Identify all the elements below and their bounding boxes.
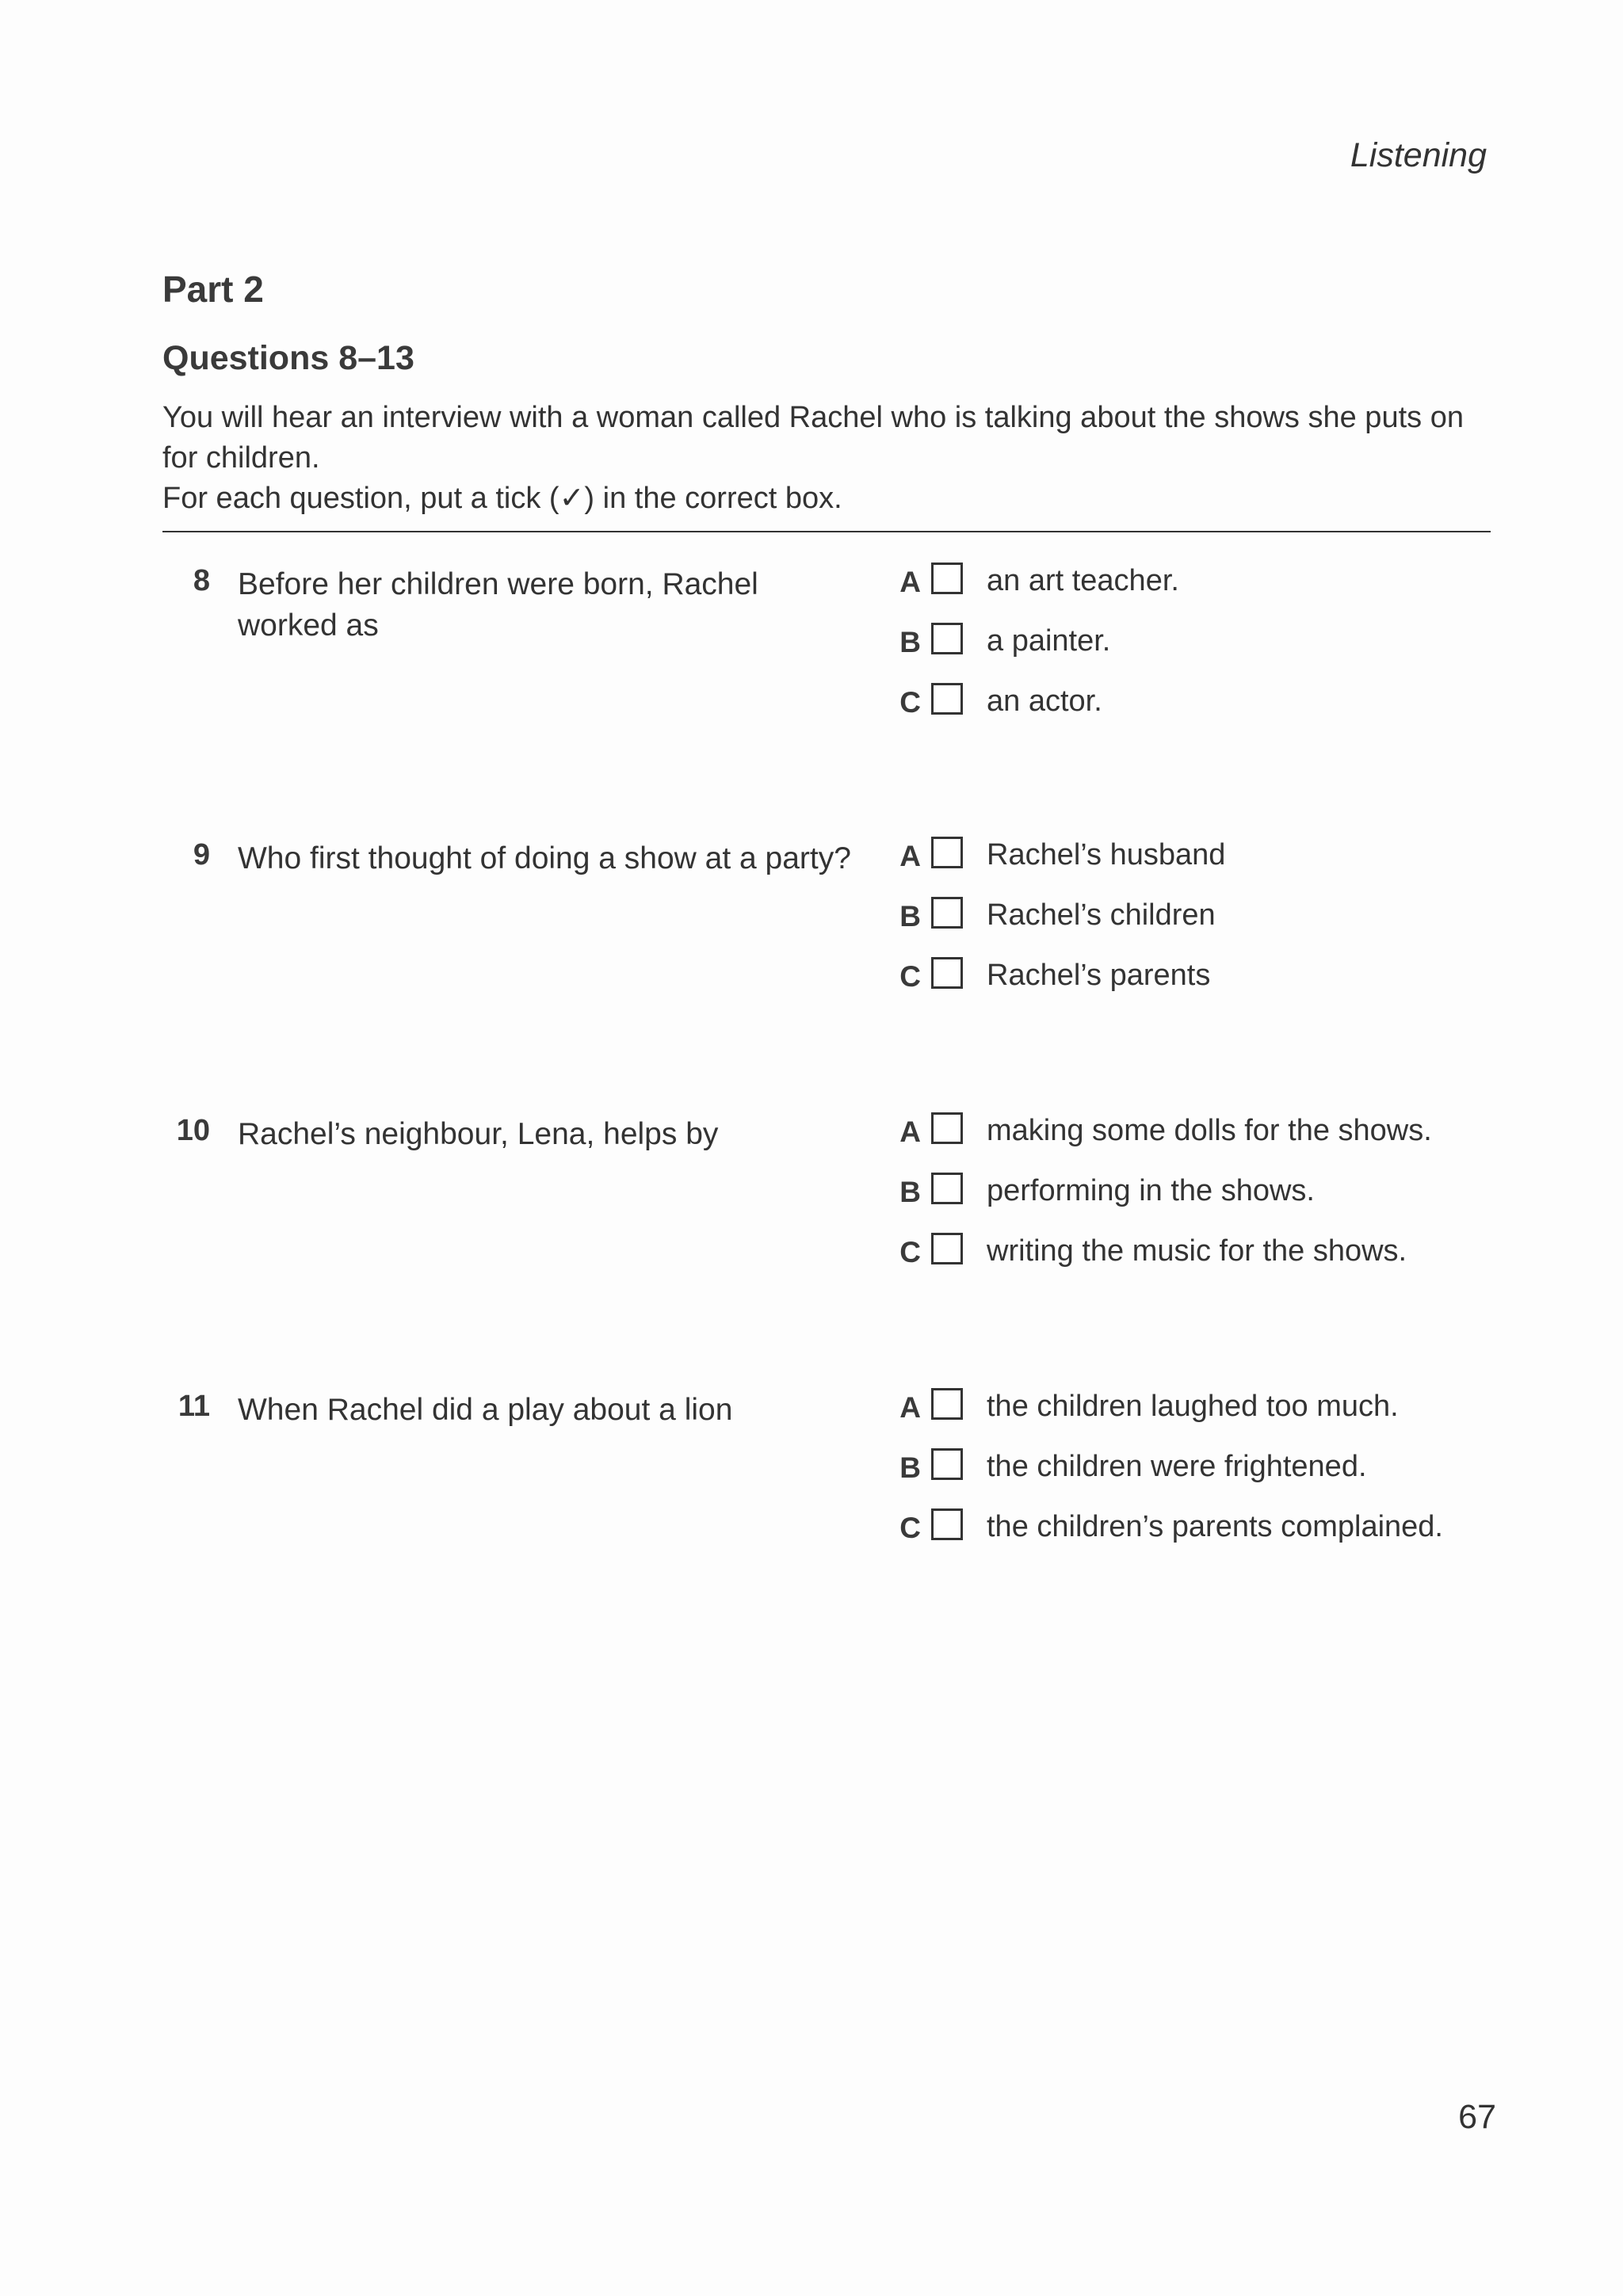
- option-text: making some dolls for the shows.: [987, 1114, 1432, 1147]
- question-number: 8: [193, 564, 210, 597]
- question-text: Before her children were born, Rachel worked as: [238, 567, 758, 643]
- option-a: [896, 1388, 1498, 1448]
- option-text: a painter.: [987, 624, 1111, 658]
- option-letter: C: [899, 686, 921, 719]
- answer-options: [896, 837, 1498, 1017]
- option-text: an art teacher.: [987, 564, 1179, 597]
- option-letter: B: [899, 1451, 921, 1484]
- option-text: the children laughed too much.: [987, 1390, 1399, 1423]
- option-a: [896, 1112, 1498, 1173]
- tick-box[interactable]: [931, 1508, 963, 1540]
- answer-options: [896, 1112, 1498, 1293]
- tick-box[interactable]: [931, 1173, 963, 1204]
- question-text: Who first thought of doing a show at a party?: [238, 841, 851, 875]
- option-letter: C: [899, 1512, 921, 1544]
- instructions-line: You will hear an interview with a woman called Rachel who is talking about the shows she puts on for children.: [162, 401, 1464, 475]
- answer-options: [896, 1388, 1498, 1569]
- option-a: [896, 837, 1498, 897]
- option-b: [896, 623, 1498, 683]
- option-a: [896, 563, 1498, 623]
- answer-options: [896, 563, 1498, 743]
- option-b: [896, 1448, 1498, 1508]
- option-text: the children were frightened.: [987, 1450, 1367, 1483]
- instructions-line: For each question, put a tick (✓) in the correct box.: [162, 482, 842, 515]
- option-letter: B: [899, 626, 921, 658]
- question-number: 11: [178, 1390, 210, 1423]
- option-c: [896, 1508, 1498, 1569]
- instructions: [162, 398, 1478, 519]
- tick-box[interactable]: [931, 837, 963, 868]
- tick-box[interactable]: [931, 563, 963, 594]
- questions-range: Questions 8–13: [162, 339, 414, 377]
- tick-box[interactable]: [931, 683, 963, 715]
- option-c: [896, 957, 1498, 1017]
- question-text: When Rachel did a play about a lion: [238, 1393, 733, 1427]
- option-text: the children’s parents complained.: [987, 1510, 1443, 1543]
- option-letter: A: [899, 1391, 921, 1424]
- option-letter: A: [899, 1116, 921, 1148]
- option-letter: A: [899, 840, 921, 872]
- option-letter: C: [899, 1236, 921, 1268]
- option-text: Rachel’s children: [987, 898, 1216, 932]
- tick-box[interactable]: [931, 1448, 963, 1480]
- option-letter: C: [899, 960, 921, 993]
- tick-box[interactable]: [931, 897, 963, 929]
- tick-box[interactable]: [931, 623, 963, 654]
- option-text: an actor.: [987, 685, 1102, 718]
- option-c: [896, 1233, 1498, 1293]
- page-number: 67: [1458, 2098, 1496, 2136]
- tick-box[interactable]: [931, 1233, 963, 1264]
- option-letter: A: [899, 566, 921, 598]
- question-text: Rachel’s neighbour, Lena, helps by: [238, 1117, 719, 1151]
- option-letter: B: [899, 900, 921, 933]
- option-text: writing the music for the shows.: [987, 1234, 1407, 1268]
- option-letter: B: [899, 1176, 921, 1208]
- tick-box[interactable]: [931, 1112, 963, 1144]
- option-c: [896, 683, 1498, 743]
- option-b: [896, 1173, 1498, 1233]
- question-number: 9: [193, 838, 210, 871]
- option-b: [896, 897, 1498, 957]
- tick-box[interactable]: [931, 957, 963, 989]
- part-title: Part 2: [162, 269, 264, 310]
- option-text: Rachel’s parents: [987, 959, 1211, 992]
- tick-box[interactable]: [931, 1388, 963, 1420]
- divider-line: [162, 531, 1491, 532]
- option-text: Rachel’s husband: [987, 838, 1226, 871]
- question-number: 10: [176, 1114, 210, 1147]
- option-text: performing in the shows.: [987, 1174, 1315, 1207]
- section-header: Listening: [1350, 136, 1487, 174]
